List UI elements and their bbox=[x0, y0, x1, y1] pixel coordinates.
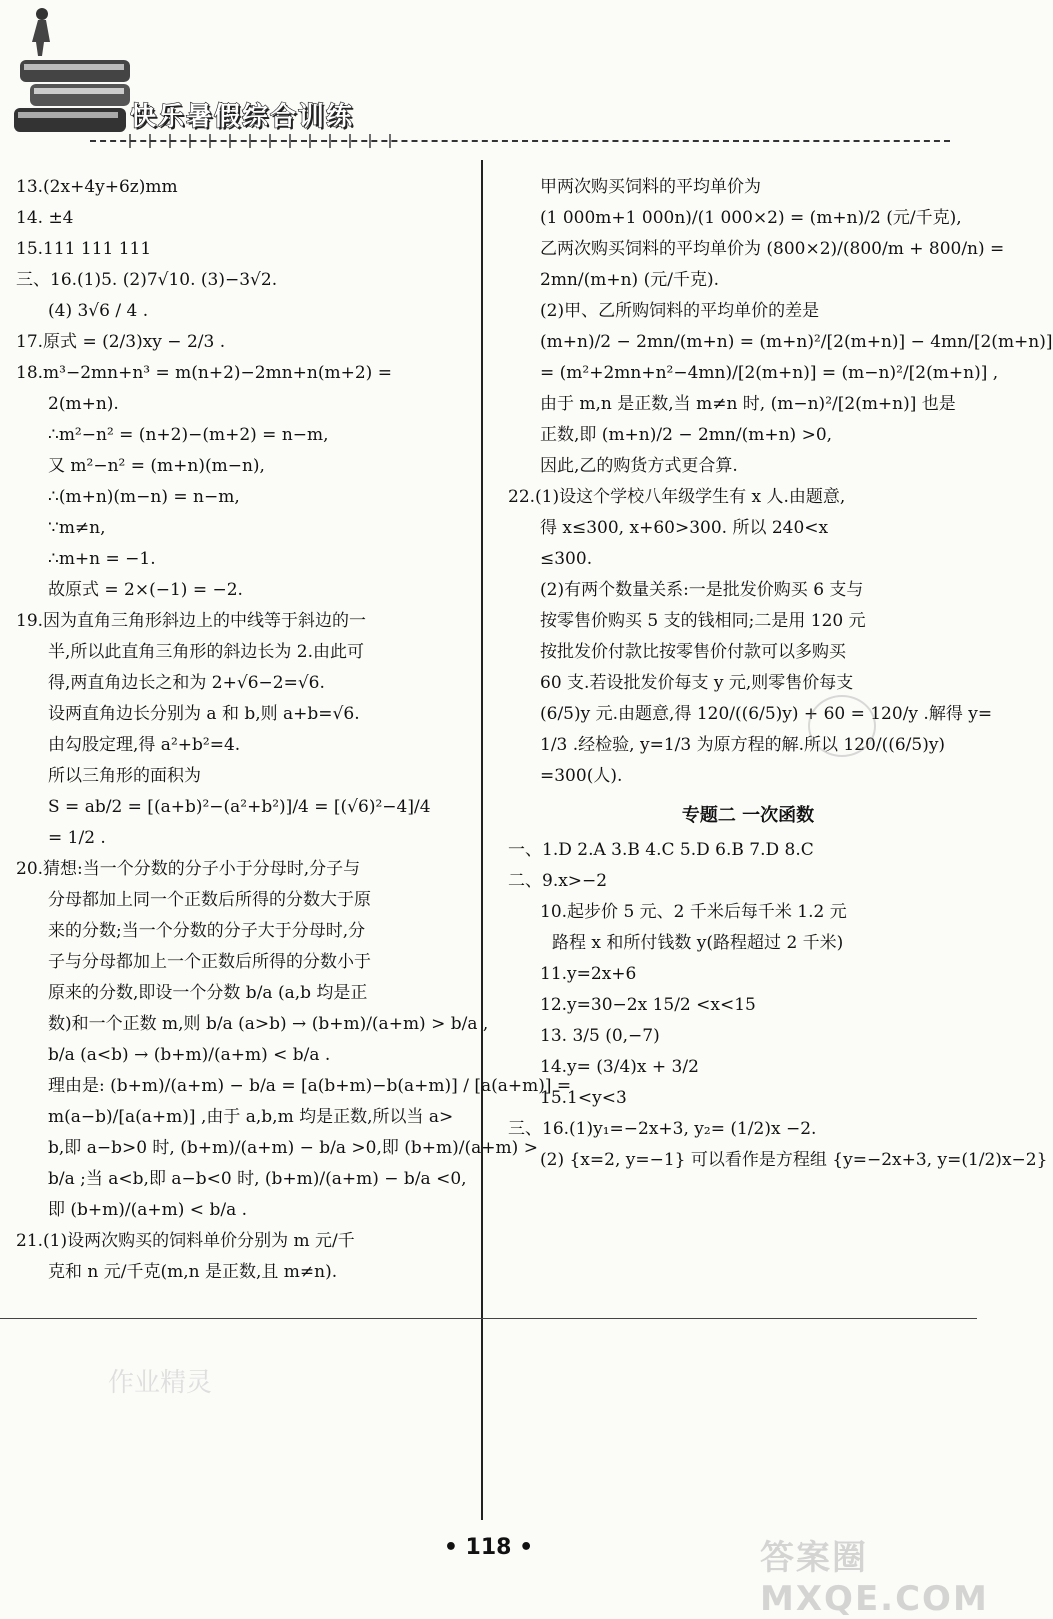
answer-line: 按零售价购买 5 支的钱相同;二是用 120 元 bbox=[540, 611, 866, 631]
answer-line: ≤300. bbox=[540, 549, 593, 569]
header-rule bbox=[90, 140, 950, 144]
answer-line: (6/5)y 元.由题意,得 120/((6/5)y) + 60 = 120/y .解得 y= bbox=[540, 704, 993, 724]
answer-line: b,即 a−b>0 时, (b+m)/(a+m) − b/a >0,即 (b+m)/(a+m) > bbox=[48, 1138, 538, 1158]
answer-line: 设两直角边长分别为 a 和 b,则 a+b=√6. bbox=[48, 704, 360, 724]
answer-line: = 1/2 . bbox=[48, 828, 106, 848]
answer-line: 15.1<y<3 bbox=[540, 1088, 627, 1108]
answer-line: 1/3 .经检验, y=1/3 为原方程的解.所以 120/((6/5)y) bbox=[540, 735, 946, 755]
answer-line: 17.原式 = (2/3)xy − 2/3 . bbox=[16, 332, 226, 352]
answer-line: (2)甲、乙所购饲料的平均单价的差是 bbox=[540, 301, 820, 321]
answer-line: 由勾股定理,得 a²+b²=4. bbox=[48, 735, 241, 755]
stamp-mark bbox=[808, 695, 876, 757]
answer-line: S = ab/2 = [(a+b)²−(a²+b²)]/4 = [(√6)²−4]/4 bbox=[48, 797, 431, 817]
header-books-illustration bbox=[0, 0, 977, 170]
watermark: 答案圈 MXQE.COM bbox=[760, 1538, 989, 1619]
page-header bbox=[0, 0, 977, 170]
answer-line: 又 m²−n² = (m+n)(m−n), bbox=[48, 456, 265, 476]
answer-line: 因此,乙的购货方式更合算. bbox=[540, 456, 738, 476]
answer-line: ∵m≠n, bbox=[48, 518, 106, 538]
answer-line: 按批发价付款比按零售价付款可以多购买 bbox=[540, 642, 846, 662]
answer-line: 21.(1)设两次购买的饲料单价分别为 m 元/千 bbox=[16, 1231, 355, 1251]
answer-line: 原来的分数,即设一个分数 b/a (a,b 均是正 bbox=[48, 983, 368, 1003]
answer-line: 甲两次购买饲料的平均单价为 bbox=[540, 177, 761, 197]
answer-line: b/a (a<b) → (b+m)/(a+m) < b/a . bbox=[48, 1045, 331, 1065]
answer-line: 一、1.D 2.A 3.B 4.C 5.D 6.B 7.D 8.C bbox=[508, 840, 814, 860]
answer-line: ∴m²−n² = (n+2)−(m+2) = n−m, bbox=[48, 425, 329, 445]
answer-line: =300(人). bbox=[540, 766, 623, 786]
header-title: 快乐暑假综合训练 bbox=[130, 102, 355, 132]
answer-line: = (m²+2mn+n²−4mn)/[2(m+n)] = (m−n)²/[2(m+n)] , bbox=[540, 363, 999, 383]
answer-line: 二、9.x>−2 bbox=[508, 871, 608, 891]
scan-fold-line bbox=[0, 1318, 977, 1319]
answer-line: ∴m+n = −1. bbox=[48, 549, 156, 569]
answer-line: 即 (b+m)/(a+m) < b/a . bbox=[48, 1200, 248, 1220]
answer-line: 乙两次购买饲料的平均单价为 (800×2)/(800/m + 800/n) = bbox=[540, 239, 1005, 259]
answer-line: 15.111 111 111 bbox=[16, 239, 152, 259]
right-column bbox=[508, 172, 1053, 1176]
watermark-left: 作业精灵 bbox=[108, 1368, 213, 1398]
answer-line: 分母都加上同一个正数后所得的分数大于原 bbox=[48, 890, 371, 910]
answer-line: 正数,即 (m+n)/2 − 2mn/(m+n) >0, bbox=[540, 425, 833, 445]
answer-line: 20.猜想:当一个分数的分子小于分母时,分子与 bbox=[16, 859, 361, 879]
answer-line: 三、16.(1)y₁=−2x+3, y₂= (1/2)x −2. bbox=[508, 1119, 817, 1139]
answer-line: 三、16.(1)5. (2)7√10. (3)−3√2. bbox=[16, 270, 278, 290]
answer-line: 子与分母都加上一个正数后所得的分数小于 bbox=[48, 952, 371, 972]
answer-line: 故原式 = 2×(−1) = −2. bbox=[48, 580, 243, 600]
answer-line: 60 支.若设批发价每支 y 元,则零售价每支 bbox=[540, 673, 854, 693]
answer-line: 18.m³−2mn+n³ = m(n+2)−2mn+n(m+2) = bbox=[16, 363, 392, 383]
answer-line: 得,两直角边长之和为 2+√6−2=√6. bbox=[48, 673, 325, 693]
answer-line: 数)和一个正数 m,则 b/a (a>b) → (b+m)/(a+m) > b/a , bbox=[48, 1014, 489, 1034]
answer-line: (4) 3√6 / 4 . bbox=[48, 301, 149, 321]
answer-line: m(a−b)/[a(a+m)] ,由于 a,b,m 均是正数,所以当 a> bbox=[48, 1107, 454, 1127]
answer-line: 13. 3/5 (0,−7) bbox=[540, 1026, 660, 1046]
answer-line: 克和 n 元/千克(m,n 是正数,且 m≠n). bbox=[48, 1262, 338, 1282]
answer-line: (1 000m+1 000n)/(1 000×2) = (m+n)/2 (元/千克), bbox=[540, 208, 962, 228]
answer-line: 半,所以此直角三角形的斜边长为 2.由此可 bbox=[48, 642, 365, 662]
answer-line: (2)有两个数量关系:一是批发价购买 6 支与 bbox=[540, 580, 864, 600]
answer-line: ∴(m+n)(m−n) = n−m, bbox=[48, 487, 240, 507]
answer-line: 19.因为直角三角形斜边上的中线等于斜边的一 bbox=[16, 611, 367, 631]
answer-line: 10.起步价 5 元、2 千米后每千米 1.2 元 bbox=[540, 902, 847, 922]
answer-line: 13.(2x+4y+6z)mm bbox=[16, 177, 178, 197]
answer-line: 来的分数;当一个分数的分子大于分母时,分 bbox=[48, 921, 366, 941]
answer-line: 路程 x 和所付钱数 y(路程超过 2 千米) bbox=[552, 933, 844, 953]
answer-line: (2) {x=2, y=−1} 可以看作是方程组 {y=−2x+3, y=(1/2)x−2} bbox=[540, 1150, 1048, 1170]
answer-line: 14.y= (3/4)x + 3/2 bbox=[540, 1057, 699, 1077]
answer-line: 22.(1)设这个学校八年级学生有 x 人.由题意, bbox=[508, 487, 846, 507]
answer-line: 所以三角形的面积为 bbox=[48, 766, 201, 786]
answer-line: 14. ±4 bbox=[16, 208, 74, 228]
answer-line: 2mn/(m+n) (元/千克). bbox=[540, 270, 719, 290]
answer-line: 得 x≤300, x+60>300. 所以 240<x bbox=[540, 518, 829, 538]
answer-line: 由于 m,n 是正数,当 m≠n 时, (m−n)²/[2(m+n)] 也是 bbox=[540, 394, 956, 414]
answer-line: b/a ;当 a<b,即 a−b<0 时, (b+m)/(a+m) − b/a <0, bbox=[48, 1169, 467, 1189]
answer-line: (m+n)/2 − 2mn/(m+n) = (m+n)²/[2(m+n)] − 4mn/[2(m+n)] bbox=[540, 332, 1053, 352]
answer-line: 2(m+n). bbox=[48, 394, 119, 414]
answer-line: 12.y=30−2x 15/2 <x<15 bbox=[540, 995, 756, 1015]
section-title: 专题二 一次函数 bbox=[681, 805, 815, 826]
answer-line: 11.y=2x+6 bbox=[540, 964, 637, 984]
column-divider bbox=[481, 160, 483, 1520]
page-number: • 118 • bbox=[443, 1535, 534, 1560]
answer-line: 理由是: (b+m)/(a+m) − b/a = [a(b+m)−b(a+m)] / [a(a+m)] = bbox=[48, 1076, 572, 1096]
